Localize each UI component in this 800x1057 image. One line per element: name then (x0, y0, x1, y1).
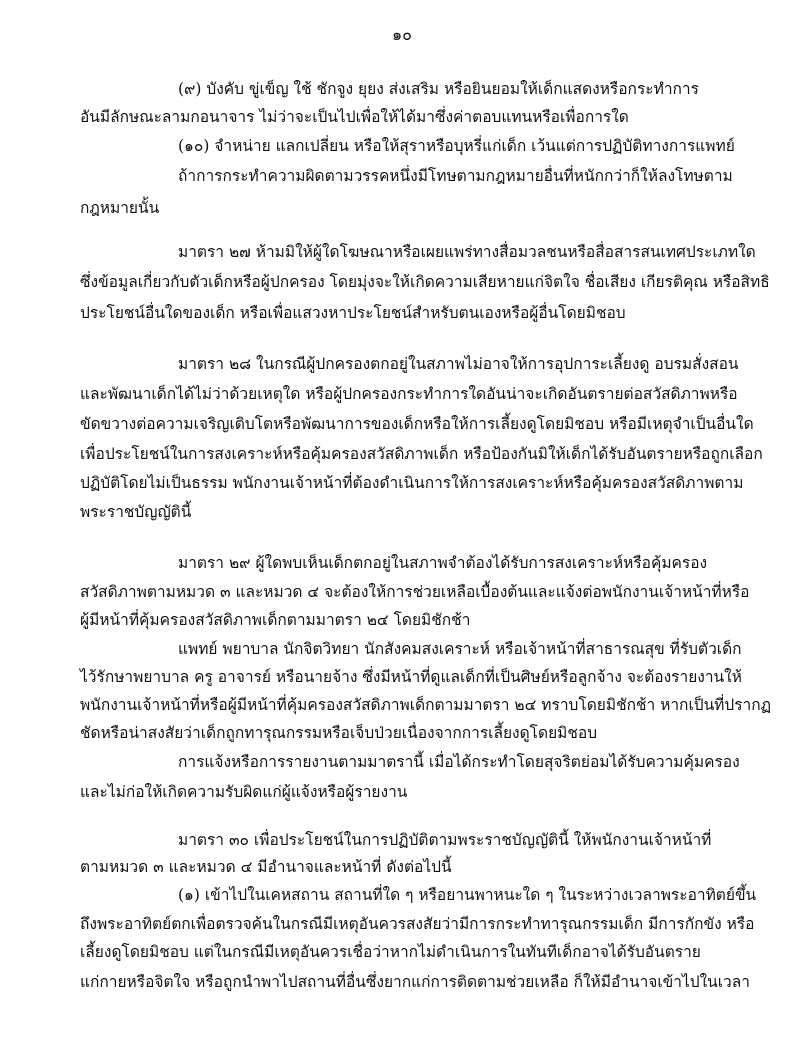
text-line: (๙) บังคับ ขู่เข็ญ ใช้ ชักจูง ยุยง ส่งเสริม หรือยินยอมให้เด็กแสดงหรือกระทำการ (178, 80, 699, 98)
text-line: ตามหมวด ๓ และหมวด ๔ มีอำนาจและหน้าที่ ดังต่อไปนี้ (80, 858, 452, 876)
text-line: (๑๐) จำหน่าย แลกเปลี่ยน หรือให้สุราหรือบุหรี่แก่เด็ก เว้นแต่การปฏิบัติทางการแพทย์ (178, 137, 735, 155)
text-line: แก่กายหรือจิตใจ หรือถูกนำพาไปสถานที่อื่นซึ่งยากแก่การติดตามช่วยเหลือ ก็ให้มีอำนาจเข้าไปในเวลา (80, 973, 750, 991)
text-line: แพทย์ พยาบาล นักจิตวิทยา นักสังคมสงเคราะห์ หรือเจ้าหน้าที่สาธารณสุข ที่รับตัวเด็ก (178, 640, 742, 658)
text-line: ปฏิบัติโดยไม่เป็นธรรม พนักงานเจ้าหน้าที่ต้องดำเนินการให้การสงเคราะห์หรือคุ้มครองสวัสดิภาพตาม (80, 474, 744, 492)
text-line: และพัฒนาเด็กได้ไม่ว่าด้วยเหตุใด หรือผู้ปกครองกระทำการใดอันน่าจะเกิดอันตรายต่อสวัสดิภาพหรือ (80, 385, 738, 403)
text-line: มาตรา ๓๐ เพื่อประโยชน์ในการปฏิบัติตามพระราชบัญญัตินี้ ให้พนักงานเจ้าหน้าที่ (178, 831, 712, 849)
text-line: ผู้มีหน้าที่คุ้มครองสวัสดิภาพเด็กตามมาตรา ๒๔ โดยมิชักช้า (80, 611, 471, 629)
text-line: มาตรา ๒๗ ห้ามมิให้ผู้ใดโฆษณาหรือเผยแพร่ทางสื่อมวลชนหรือสื่อสารสนเทศประเภทใด (178, 243, 756, 261)
text-line: ขัดขวางต่อความเจริญเติบโตหรือพัฒนาการของเด็กหรือให้การเลี้ยงดูโดยมิชอบ หรือมีเหตุจำเป็นอื่นใด (80, 415, 754, 433)
text-line: พนักงานเจ้าหน้าที่หรือผู้มีหน้าที่คุ้มครองสวัสดิภาพเด็กตามมาตรา ๒๔ ทราบโดยมิชักช้า หากเป็นที่ปรากฏ (80, 696, 772, 714)
text-line: เพื่อประโยชน์ในการสงเคราะห์หรือคุ้มครองสวัสดิภาพเด็ก หรือป้องกันมิให้เด็กได้รับอันตรายหรือถูกเลือก (80, 445, 763, 463)
text-line: ถึงพระอาทิตย์ตกเพื่อตรวจค้นในกรณีมีเหตุอันควรสงสัยว่ามีการกระทำทารุณกรรมเด็ก มีการกักขัง หรือ (80, 915, 755, 933)
page-number: ๑๐ (392, 25, 412, 44)
text-line: ชัดหรือน่าสงสัยว่าเด็กถูกทารุณกรรมหรือเจ็บป่วยเนื่องจากการเลี้ยงดูโดยมิชอบ (80, 724, 598, 742)
text-line: ถ้าการกระทำความผิดตามวรรคหนึ่งมีโทษตามกฎหมายอื่นที่หนักกว่าก็ให้ลงโทษตาม (178, 167, 733, 185)
text-line: (๑) เข้าไปในเคหสถาน สถานที่ใด ๆ หรือยานพาหนะใด ๆ ในระหว่างเวลาพระอาทิตย์ขึ้น (178, 886, 757, 904)
text-line: กฎหมายนั้น (80, 199, 160, 217)
text-line: เลี้ยงดูโดยมิชอบ แต่ในกรณีมีเหตุอันควรเชื่อว่าหากไม่ดำเนินการในทันทีเด็กอาจได้รับอันตราย (80, 943, 701, 961)
text-line: การแจ้งหรือการรายงานตามมาตรานี้ เมื่อได้กระทำโดยสุจริตย่อมได้รับความคุ้มครอง (178, 753, 740, 771)
text-line: มาตรา ๒๙ ผู้ใดพบเห็นเด็กตกอยู่ในสภาพจำต้องได้รับการสงเคราะห์หรือคุ้มครอง (178, 554, 708, 572)
text-line: ไว้รักษาพยาบาล ครู อาจารย์ หรือนายจ้าง ซึ่งมีหน้าที่ดูแลเด็กที่เป็นศิษย์หรือลูกจ้าง จะต้องรายงานให้ (80, 668, 742, 686)
text-line: ซึ่งข้อมูลเกี่ยวกับตัวเด็กหรือผู้ปกครอง โดยมุ่งจะให้เกิดความเสียหายแก่จิตใจ ชื่อเสียง เกียรติคุณ หรือสิทธิ (80, 273, 770, 291)
text-line: พระราชบัญญัตินี้ (80, 503, 192, 521)
text-line: สวัสดิภาพตามหมวด ๓ และหมวด ๔ จะต้องให้การช่วยเหลือเบื้องต้นและแจ้งต่อพนักงานเจ้าหน้าที่หรือ (80, 583, 750, 601)
text-line: มาตรา ๒๘ ในกรณีผู้ปกครองตกอยู่ในสภาพไม่อาจให้การอุปการะเลี้ยงดู อบรมสั่งสอน (178, 355, 739, 373)
text-line: และไม่ก่อให้เกิดความรับผิดแก่ผู้แจ้งหรือผู้รายงาน (80, 783, 408, 801)
text-line: อันมีลักษณะลามกอนาจาร ไม่ว่าจะเป็นไปเพื่อให้ได้มาซึ่งค่าตอบแทนหรือเพื่อการใด (80, 108, 629, 126)
text-line: ประโยชน์อื่นใดของเด็ก หรือเพื่อแสวงหาประโยชน์สำหรับตนเองหรือผู้อื่นโดยมิชอบ (80, 304, 626, 322)
